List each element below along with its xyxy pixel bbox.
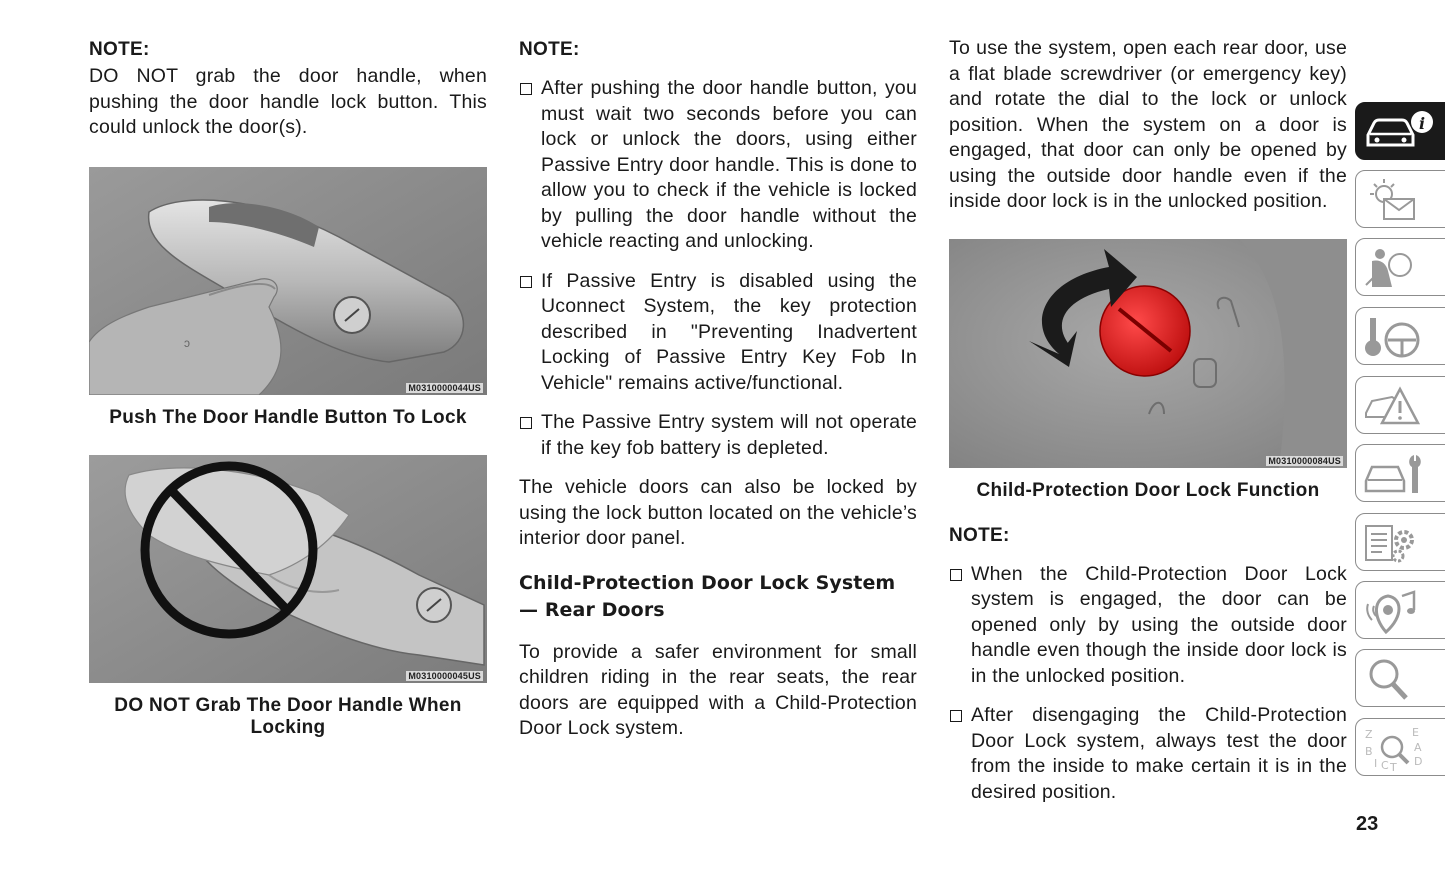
car-info-icon [1362,109,1445,155]
tab-warning-lights[interactable] [1355,170,1445,228]
note-bullet: After disengaging the Child-Protection Door Lock system, always test the door from the inside to make certain it is in the desired position. [949,703,1347,805]
section-text: To provide a safer environment for small children riding in the rear seats, the rear doors are equipped with a Child-Protection Door Lock system. [519,640,917,739]
page-number: 23 [1356,813,1379,835]
servicing-maintenance-icon [1362,451,1445,497]
figure-code: M0310000044US [408,382,481,393]
note-bullet: After pushing the door handle button, you must wait two seconds before you can lock or unlock the doors, using either Passive Entry door handle. This is done to allow you to check if the vehicle is locked by pulling the door handle without the vehicle reacting and unlocking. [519,76,917,255]
tab-getting-to-know-your-vehicle[interactable] [1355,102,1445,160]
figure-code: M0310000045US [408,670,481,681]
tab-index[interactable] [1355,718,1445,776]
svg-text:ↄ: ↄ [184,335,190,350]
technical-specifications-icon [1362,520,1445,566]
svg-text:D: D [1414,755,1423,768]
figure-do-not-grab [89,455,487,683]
column-2 [519,36,917,742]
figure-code: M0310000084US [1268,455,1341,466]
figure-push-button [89,167,487,395]
figure-child-lock [949,239,1347,468]
tab-servicing-maintenance[interactable] [1355,444,1445,502]
note-heading: NOTE: [949,524,1010,546]
multimedia-icon [1362,588,1445,634]
note-heading: NOTE: [89,39,150,60]
warning-lights-messages-icon [1362,177,1445,223]
tab-in-case-of-emergency[interactable] [1355,376,1445,434]
note-text: DO NOT grab the door handle, when pushing the door handle lock button. This could unlock the door(s). [89,65,487,138]
figure-caption: Child-Protection Door Lock Function [976,479,1320,501]
door-handle-grab-image [89,455,487,683]
tab-customer-assistance[interactable] [1355,649,1445,707]
note-bullet: When the Child-Protection Door Lock system is engaged, the door can be opened only by using the outside door handle even though the inside door lock is in the unlocked position. [949,562,1347,690]
note-bullet: The Passive Entry system will not operate if the key fob battery is depleted. [519,410,917,461]
customer-assistance-icon [1362,656,1445,702]
note-bullet: If Passive Entry is disabled using the Uconnect System, the key protection described in "Preventing Inadvertent Locking of Passive Entry Key Fob In Vehicle" remains active/functional. [519,269,917,397]
safety-airbag-icon [1362,245,1445,291]
starting-operating-icon [1362,314,1445,360]
in-case-of-emergency-icon [1362,383,1445,429]
paragraph: The vehicle doors can also be locked by using the lock button located on the vehicle’s interior door panel. [519,476,917,549]
section-title: Child-Protection Door Lock System — Rear Doors [519,571,896,621]
svg-text:A: A [1414,741,1422,754]
svg-text:I: I [1374,757,1378,770]
figure-caption: Push The Door Handle Button To Lock [109,406,467,428]
column-1 [89,36,487,739]
figure-caption: DO NOT Grab The Door Handle When Locking [114,694,462,738]
svg-text:T: T [1390,761,1397,771]
child-lock-dial-image [949,239,1347,468]
svg-text:Z: Z [1365,728,1373,741]
index-icon [1362,725,1445,771]
tab-multimedia[interactable] [1355,581,1445,639]
tab-safety[interactable] [1355,238,1445,296]
svg-text:B: B [1365,745,1373,758]
svg-text:i: i [1419,114,1426,133]
door-handle-push-image [89,167,487,395]
tab-technical-specifications[interactable] [1355,513,1445,571]
svg-text:C: C [1381,759,1389,771]
note-heading: NOTE: [519,39,580,60]
column-3 [949,36,1347,805]
tab-starting-operating[interactable] [1355,307,1445,365]
svg-text:E: E [1412,726,1419,739]
intro-text: To use the system, open each rear door, use a flat blade screwdriver (or emergency key) and rotate the dial to the lock or unlock position. When the system on a door is engaged, that door can only be opened by using the outside door handle even if the inside door lock is in the unlocked position. [949,37,1347,212]
